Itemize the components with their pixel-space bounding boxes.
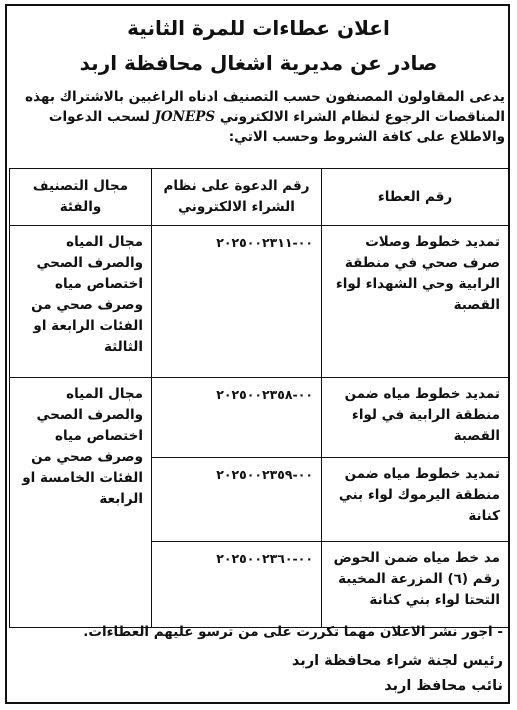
intro-line-2-end: لسحب الدعوات <box>48 109 150 125</box>
classification-cell: مجال المياه والصرف الصحي اختصاص مياه وصرف صحي من الفئات الخامسة او الرابعة <box>10 378 152 628</box>
table-row <box>10 378 509 458</box>
publication-fee-note: - اجور نشر الاعلان مهما تكررت على من ترسو عليهم العطاءات. <box>83 624 503 640</box>
intro-line-1: يدعى المقاولون المصنفون حسب التصنيف ادناه الراغبين بالاشتراك بهذه <box>25 89 505 105</box>
invitation-number: ٠٠-٢٠٢٥٠٠٢٣٥٩ <box>152 458 322 542</box>
invitation-number: ٠٠-٢٠٢٥٠٠٢٣٥٨ <box>152 378 322 458</box>
tender-description: تمديد خطوط وصلات صرف صحي في منطقة الرابية وحي الشهداء لواء القصبة <box>322 226 509 378</box>
issuer-line: صادر عن مديرية اشغال محافظة اربد <box>79 51 438 75</box>
header-classification: مجال التصنيف والفئة <box>10 169 152 226</box>
announcement-title: اعلان عطاءات للمرة الثانية <box>127 16 390 40</box>
intro-paragraph <box>12 87 505 147</box>
intro-line-2-start: المناقصات الرجوع لنظام الشراء الالكتروني <box>219 109 505 125</box>
invitation-number: ٠٠-٢٠٢٥٠٠٢٣١١ <box>152 226 322 378</box>
invitation-number: ٠٠-٢٠٢٥٠٠٢٣٦٠ <box>152 542 322 628</box>
classification-cell: مجال المياه والصرف الصحي اختصاص مياه وصرف صحي من الفئات الرابعة او الثالثة <box>10 226 152 378</box>
header-tender-number: رقم العطاء <box>322 169 509 226</box>
signature-committee-head: رئيس لجنة شراء محافظة اربد <box>291 653 503 669</box>
intro-line-3: والاطلاع على كافة الشروط وحسب الاتي: <box>228 129 505 145</box>
tender-description: مد خط مياه ضمن الحوض رقم (٦) المزرعة المخيبة التحتا لواء بني كنانة <box>322 542 509 628</box>
signature-deputy-governor: نائب محافظ اربد <box>384 678 503 694</box>
system-name: JONEPS <box>154 109 216 125</box>
tenders-table <box>9 168 509 628</box>
table-row <box>10 226 509 378</box>
intro-line-2 <box>12 107 505 127</box>
table-header-row <box>10 169 509 226</box>
tender-description: تمديد خطوط مياه ضمن منطقة اليرموك لواء بني كنانة <box>322 458 509 542</box>
tender-description: تمديد خطوط مياه ضمن منطقة الرابية في لواء القصبة <box>322 378 509 458</box>
header-invitation-number: رقم الدعوة على نظام الشراء الالكتروني <box>152 169 322 226</box>
